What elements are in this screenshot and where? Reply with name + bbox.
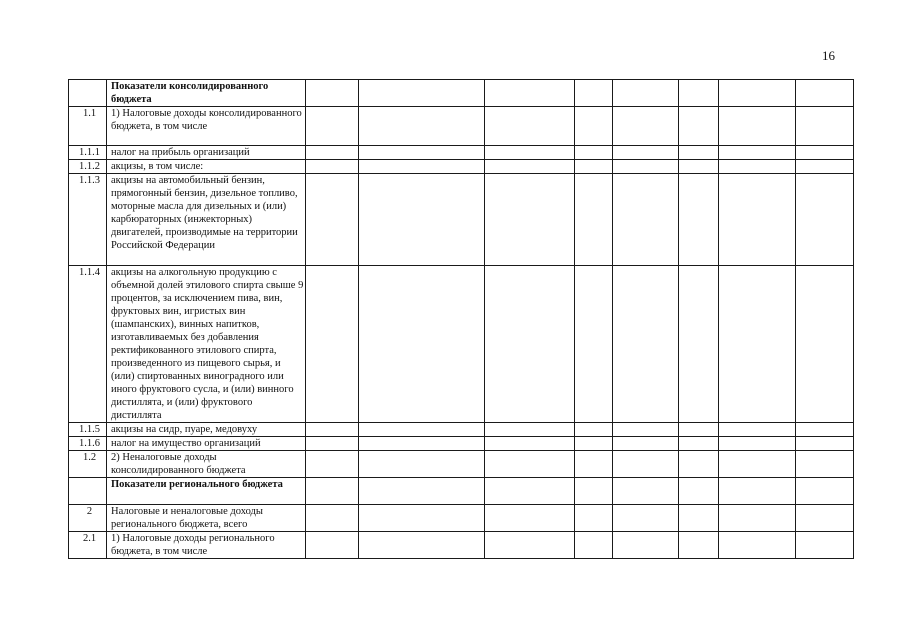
value-cell xyxy=(679,146,719,160)
value-cell xyxy=(796,266,854,423)
value-cell xyxy=(679,532,719,559)
row-number: 1.1 xyxy=(69,107,107,146)
value-cell xyxy=(306,532,359,559)
value-cell xyxy=(575,146,613,160)
value-cell xyxy=(306,160,359,174)
value-cell xyxy=(613,437,679,451)
value-cell xyxy=(485,532,575,559)
value-cell xyxy=(719,451,796,478)
value-cell xyxy=(306,80,359,107)
row-number xyxy=(69,478,107,505)
row-indicator: Показатели регионального бюджета xyxy=(107,478,306,505)
value-cell xyxy=(679,423,719,437)
value-cell xyxy=(796,505,854,532)
value-cell xyxy=(796,160,854,174)
value-cell xyxy=(613,107,679,146)
value-cell xyxy=(719,505,796,532)
value-cell xyxy=(613,478,679,505)
value-cell xyxy=(359,80,485,107)
value-cell xyxy=(359,107,485,146)
row-number: 2.1 xyxy=(69,532,107,559)
value-cell xyxy=(613,80,679,107)
value-cell xyxy=(613,423,679,437)
value-cell xyxy=(796,451,854,478)
row-number: 1.1.1 xyxy=(69,146,107,160)
table-row xyxy=(69,478,854,505)
value-cell xyxy=(485,146,575,160)
value-cell xyxy=(796,437,854,451)
value-cell xyxy=(796,174,854,266)
row-number: 2 xyxy=(69,505,107,532)
value-cell xyxy=(485,107,575,146)
row-indicator: 1) Налоговые доходы консолидированного бюджета, в том числе xyxy=(107,107,306,146)
table-body xyxy=(69,80,854,559)
value-cell xyxy=(485,478,575,505)
value-cell xyxy=(719,437,796,451)
value-cell xyxy=(613,146,679,160)
table-row xyxy=(69,160,854,174)
value-cell xyxy=(719,160,796,174)
value-cell xyxy=(359,160,485,174)
value-cell xyxy=(575,174,613,266)
value-cell xyxy=(575,478,613,505)
value-cell xyxy=(575,532,613,559)
value-cell xyxy=(575,437,613,451)
value-cell xyxy=(485,266,575,423)
row-indicator: налог на прибыль организаций xyxy=(107,146,306,160)
value-cell xyxy=(575,107,613,146)
value-cell xyxy=(306,505,359,532)
value-cell xyxy=(796,146,854,160)
row-indicator: 1) Налоговые доходы регионального бюджета, в том числе xyxy=(107,532,306,559)
value-cell xyxy=(719,423,796,437)
table-row xyxy=(69,80,854,107)
row-number xyxy=(69,80,107,107)
value-cell xyxy=(719,80,796,107)
value-cell xyxy=(613,532,679,559)
table-row xyxy=(69,505,854,532)
row-indicator: акцизы на автомобильный бензин, прямогонный бензин, дизельное топливо, моторные масла для дизельных и (или) карбюраторных (инжекторных) двигателей, производимые на территории Российской Федерации xyxy=(107,174,306,266)
value-cell xyxy=(679,478,719,505)
table-row xyxy=(69,451,854,478)
value-cell xyxy=(306,174,359,266)
row-number: 1.1.2 xyxy=(69,160,107,174)
value-cell xyxy=(575,160,613,174)
table-row xyxy=(69,266,854,423)
budget-table xyxy=(68,79,854,559)
value-cell xyxy=(613,451,679,478)
page-number: 16 xyxy=(822,48,835,63)
value-cell xyxy=(359,505,485,532)
value-cell xyxy=(359,423,485,437)
value-cell xyxy=(575,505,613,532)
row-indicator: налог на имущество организаций xyxy=(107,437,306,451)
value-cell xyxy=(359,478,485,505)
value-cell xyxy=(719,174,796,266)
value-cell xyxy=(359,146,485,160)
value-cell xyxy=(306,146,359,160)
table-row xyxy=(69,532,854,559)
row-indicator: Налоговые и неналоговые доходы регионального бюджета, всего xyxy=(107,505,306,532)
row-indicator: акцизы на алкогольную продукцию с объемной долей этилового спирта свыше 9 процентов, за исключением пива, вин, фруктовых вин, игристых вин (шампанских), винных напитков, изготавливаемых без добавления ректификованного этилового спирта, произведенного из пищевого сырья, и (или) спиртованных виноградного или иного фруктового сусла, и (или) винного дистиллята, и (или) фруктового дистиллята xyxy=(107,266,306,423)
row-number: 1.1.5 xyxy=(69,423,107,437)
table-row xyxy=(69,423,854,437)
value-cell xyxy=(679,451,719,478)
table-row xyxy=(69,437,854,451)
value-cell xyxy=(679,80,719,107)
value-cell xyxy=(306,451,359,478)
value-cell xyxy=(796,478,854,505)
value-cell xyxy=(359,451,485,478)
row-indicator: акцизы на сидр, пуаре, медовуху xyxy=(107,423,306,437)
value-cell xyxy=(485,174,575,266)
value-cell xyxy=(679,107,719,146)
value-cell xyxy=(359,266,485,423)
value-cell xyxy=(679,160,719,174)
value-cell xyxy=(796,80,854,107)
row-number: 1.2 xyxy=(69,451,107,478)
value-cell xyxy=(796,532,854,559)
value-cell xyxy=(719,107,796,146)
table-row xyxy=(69,146,854,160)
value-cell xyxy=(306,437,359,451)
value-cell xyxy=(613,174,679,266)
value-cell xyxy=(485,80,575,107)
value-cell xyxy=(719,146,796,160)
value-cell xyxy=(575,451,613,478)
table-row xyxy=(69,107,854,146)
value-cell xyxy=(796,107,854,146)
value-cell xyxy=(796,423,854,437)
value-cell xyxy=(485,423,575,437)
value-cell xyxy=(306,478,359,505)
value-cell xyxy=(575,266,613,423)
value-cell xyxy=(719,266,796,423)
row-indicator: акцизы, в том числе: xyxy=(107,160,306,174)
value-cell xyxy=(679,174,719,266)
value-cell xyxy=(359,532,485,559)
value-cell xyxy=(613,266,679,423)
value-cell xyxy=(485,160,575,174)
row-number: 1.1.4 xyxy=(69,266,107,423)
value-cell xyxy=(485,505,575,532)
row-indicator: 2) Неналоговые доходы консолидированного бюджета xyxy=(107,451,306,478)
value-cell xyxy=(679,266,719,423)
value-cell xyxy=(306,423,359,437)
value-cell xyxy=(359,437,485,451)
row-indicator: Показатели консолидированного бюджета xyxy=(107,80,306,107)
value-cell xyxy=(359,174,485,266)
value-cell xyxy=(719,532,796,559)
value-cell xyxy=(613,160,679,174)
row-number: 1.1.6 xyxy=(69,437,107,451)
value-cell xyxy=(575,80,613,107)
value-cell xyxy=(306,107,359,146)
value-cell xyxy=(613,505,679,532)
value-cell xyxy=(719,478,796,505)
value-cell xyxy=(306,266,359,423)
value-cell xyxy=(485,437,575,451)
table-row xyxy=(69,174,854,266)
value-cell xyxy=(679,505,719,532)
row-number: 1.1.3 xyxy=(69,174,107,266)
value-cell xyxy=(485,451,575,478)
value-cell xyxy=(575,423,613,437)
value-cell xyxy=(679,437,719,451)
